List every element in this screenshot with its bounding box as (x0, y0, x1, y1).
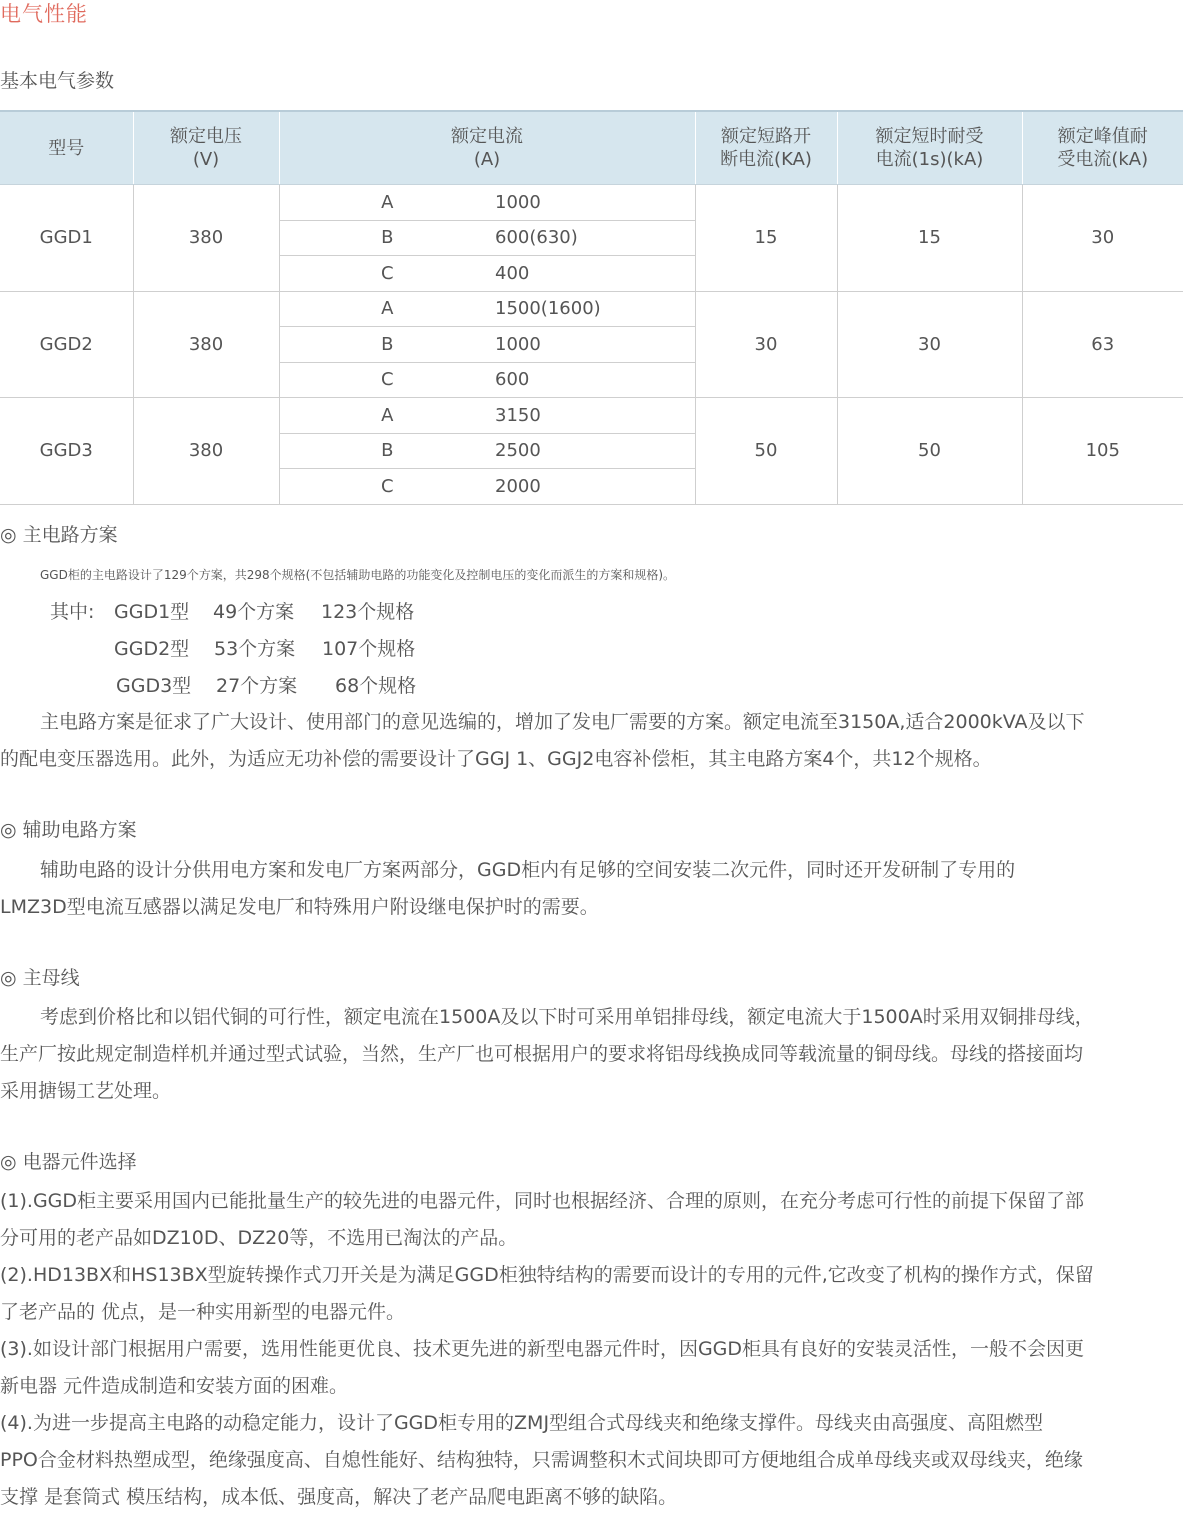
table-row (0, 185, 1183, 221)
component-line: 新电器 元件造成制造和安装方面的困难。 (0, 1375, 349, 1397)
component-line: PPO合金材料热塑成型，绝缘强度高、自熄性能好、结构独特，只需调整积木式间块即可方便地组合成单母线夹或双母线夹，绝缘 (0, 1449, 1083, 1471)
plan-list-plans: 49个方案 (213, 601, 295, 623)
table-row (0, 291, 1183, 327)
main-circuit-heading: ◎ 主电路方案 (0, 524, 118, 546)
main-bus-line1: 考虑到价格比和以铝代铜的可行性，额定电流在1500A及以下时可采用单铝排母线，额定电流大于1500A时采用双铜排母线， (40, 1006, 1094, 1028)
cell-grade: A (279, 398, 495, 434)
plan-list-specs: 123个规格 (321, 601, 415, 623)
cell-current: 2000 (495, 469, 695, 505)
cell-grade: B (279, 433, 495, 469)
cell-current: 2500 (495, 433, 695, 469)
cell-short-time-current: 50 (837, 398, 1022, 505)
plan-list-specs: 68个规格 (335, 675, 417, 697)
header-peak-withstand: 额定峰值耐 受电流(kA) (1022, 111, 1183, 185)
cell-break-current: 15 (695, 185, 837, 292)
main-circuit-paragraph-2-line2: 的配电变压器选用。此外，为适应无功补偿的需要设计了GGJ 1、GGJ2电容补偿柜，其主电路方案4个，共12个规格。 (0, 748, 992, 770)
component-line: (1).GGD柜主要采用国内已能批量生产的较先进的电器元件，同时也根据经济、合理的原则，在充分考虑可行性的前提下保留了部 (0, 1190, 1085, 1212)
aux-circuit-heading: ◎ 辅助电路方案 (0, 819, 137, 841)
component-line: 支撑 是套筒式 模压结构，成本低、强度高，解决了老产品爬电距离不够的缺陷。 (0, 1486, 678, 1508)
component-line: 了老产品的 优点，是一种实用新型的电器元件。 (0, 1301, 406, 1323)
cell-model: GGD1 (0, 185, 133, 292)
cell-voltage: 380 (133, 398, 279, 505)
plan-list-type: GGD1型 (114, 601, 190, 623)
plan-list-plans: 27个方案 (216, 675, 298, 697)
main-bus-heading: ◎ 主母线 (0, 967, 80, 989)
component-line: (2).HD13BX和HS13BX型旋转操作式刀开关是为满足GGD柜独特结构的需要而设计的专用的元件,它改变了机构的操作方式，保留 (0, 1264, 1094, 1286)
cell-current: 3150 (495, 398, 695, 434)
main-bus-line2: 生产厂按此规定制造样机并通过型式试验，当然，生产厂也可根据用户的要求将铝母线换成同等载流量的铜母线。母线的搭接面均 (0, 1043, 1084, 1065)
cell-current: 1500(1600) (495, 291, 695, 327)
header-model: 型号 (0, 111, 133, 185)
components-heading: ◎ 电器元件选择 (0, 1151, 137, 1173)
cell-current: 600 (495, 362, 695, 398)
plan-list-specs: 107个规格 (322, 638, 416, 660)
cell-current: 600(630) (495, 220, 695, 256)
cell-grade: B (279, 220, 495, 256)
cell-short-time-current: 15 (837, 185, 1022, 292)
component-line: 分可用的老产品如DZ10D、DZ20等，不选用已淘汰的产品。 (0, 1227, 518, 1249)
header-rated-voltage: 额定电压 (V) (133, 111, 279, 185)
cell-peak-current: 63 (1022, 291, 1183, 398)
cell-current: 1000 (495, 185, 695, 221)
header-rated-current: 额定电流 (A) (279, 111, 695, 185)
cell-model: GGD3 (0, 398, 133, 505)
header-short-circuit-break: 额定短路开 断电流(KA) (695, 111, 837, 185)
cell-grade: A (279, 291, 495, 327)
cell-voltage: 380 (133, 291, 279, 398)
cell-grade: C (279, 469, 495, 505)
plan-list-plans: 53个方案 (214, 638, 296, 660)
table-row (0, 398, 1183, 434)
cell-short-time-current: 30 (837, 291, 1022, 398)
cell-voltage: 380 (133, 185, 279, 292)
cell-peak-current: 105 (1022, 398, 1183, 505)
cell-model: GGD2 (0, 291, 133, 398)
cell-break-current: 30 (695, 291, 837, 398)
table-header-row (0, 111, 1183, 185)
plan-list-type: GGD2型 (114, 638, 190, 660)
cell-current: 400 (495, 256, 695, 292)
cell-grade: C (279, 256, 495, 292)
aux-circuit-line1: 辅助电路的设计分供用电方案和发电厂方案两部分，GGD柜内有足够的空间安装二次元件，同时还开发研制了专用的 (40, 859, 1016, 881)
electrical-parameters-table (0, 110, 1183, 505)
cell-grade: B (279, 327, 495, 363)
main-circuit-paragraph: GGD柜的主电路设计了129个方案，共298个规格(不包括辅助电路的功能变化及控制电压的变化而派生的方案和规格)。 (40, 568, 676, 582)
main-bus-line3: 采用搪锡工艺处理。 (0, 1080, 172, 1102)
cell-grade: A (279, 185, 495, 221)
aux-circuit-line2: LMZ3D型电流互感器以满足发电厂和特殊用户附设继电保护时的需要。 (0, 896, 599, 918)
plan-list-prefix: 其中: (50, 601, 95, 623)
page-title: 电气性能 (0, 2, 88, 26)
header-short-time-withstand: 额定短时耐受 电流(1s)(kA) (837, 111, 1022, 185)
component-line: (3).如设计部门根据用户需要，选用性能更优良、技术更先进的新型电器元件时，因GGD柜具有良好的安装灵活性，一般不会因更 (0, 1338, 1085, 1360)
section-subtitle: 基本电气参数 (0, 70, 115, 92)
plan-list-type: GGD3型 (116, 675, 192, 697)
main-circuit-paragraph-2-line1: 主电路方案是征求了广大设计、使用部门的意见选编的，增加了发电厂需要的方案。额定电流至3150A,适合2000kVA及以下 (40, 711, 1085, 733)
cell-peak-current: 30 (1022, 185, 1183, 292)
cell-grade: C (279, 362, 495, 398)
component-line: (4).为进一步提高主电路的动稳定能力，设计了GGD柜专用的ZMJ型组合式母线夹和绝缘支撑件。母线夹由高强度、高阻燃型 (0, 1412, 1044, 1434)
cell-break-current: 50 (695, 398, 837, 505)
cell-current: 1000 (495, 327, 695, 363)
